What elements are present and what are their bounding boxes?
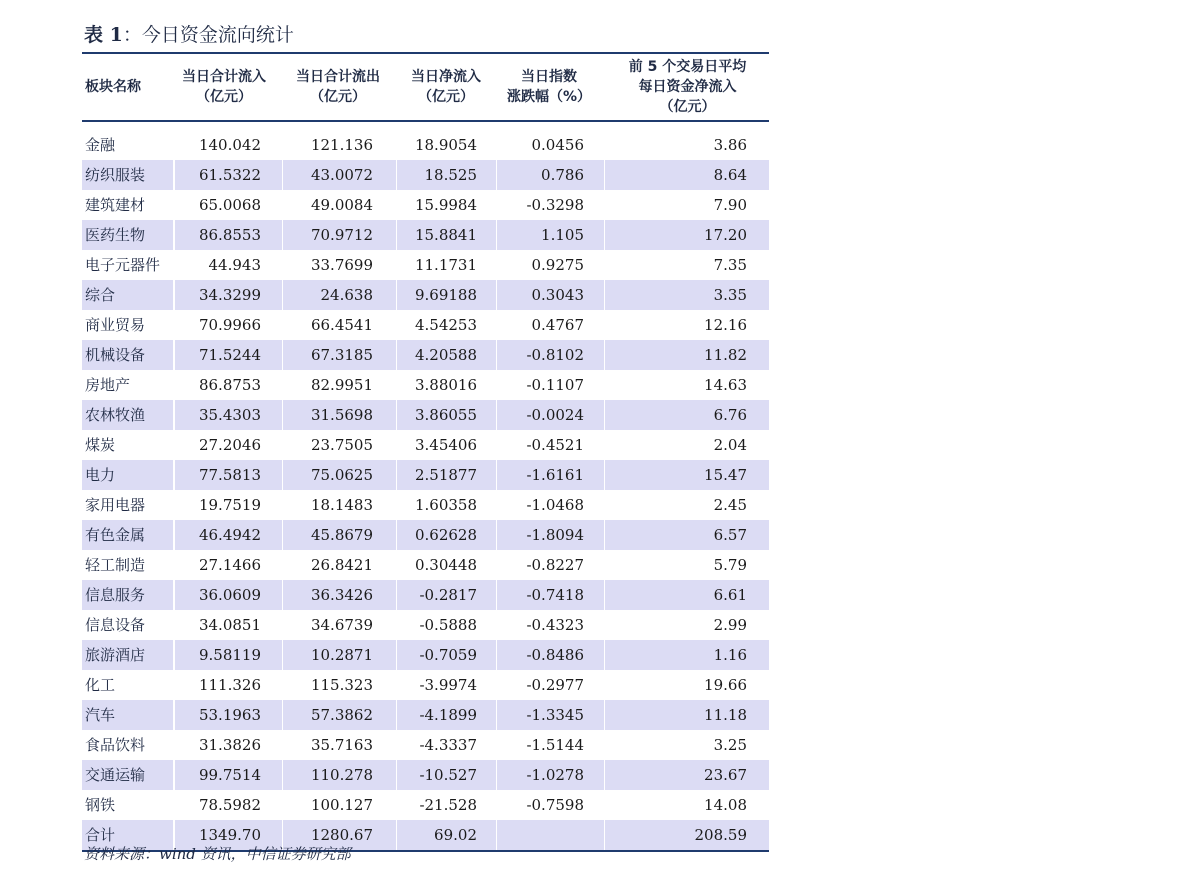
cell-col-6: 17.20 [704,226,747,244]
cell-col-4: 18.9054 [414,136,477,154]
cell-col-3: 18.1483 [310,496,373,514]
sector-name: 医药生物 [85,226,146,244]
cell-col-4: -4.3337 [419,736,477,754]
table-body [82,130,769,850]
table-row [82,220,769,250]
table-row [82,250,769,280]
cell-col-3: 35.7163 [310,736,373,754]
cell-col-2: 31.3826 [198,736,261,754]
cell-col-3: 121.136 [310,136,373,154]
sector-name: 食品饮料 [85,736,146,754]
cell-col-6: 2.99 [713,616,747,634]
cell-col-3: 67.3185 [310,346,373,364]
cell-col-3: 49.0084 [310,196,373,214]
table-row [82,370,769,400]
cell-col-5: 1.105 [541,226,584,244]
cell-col-6: 2.04 [713,436,747,454]
sector-name: 农林牧渔 [85,406,146,424]
table-row [82,550,769,580]
cell-col-6: 11.82 [704,346,747,364]
cell-col-4: 0.62628 [414,526,477,544]
cell-col-2: 86.8753 [198,376,261,394]
cell-col-6: 19.66 [704,676,747,694]
cell-col-6: 7.90 [713,196,747,214]
cell-col-2: 70.9966 [198,316,261,334]
cell-col-4: -3.9974 [419,676,477,694]
table-row [82,340,769,370]
sector-name: 家用电器 [85,496,146,514]
cell-col-3: 36.3426 [310,586,373,604]
cell-col-6: 208.59 [694,826,747,844]
table-row [82,610,769,640]
sector-name: 汽车 [85,706,116,724]
sector-name: 钢铁 [85,796,116,814]
cell-col-6: 3.35 [713,286,747,304]
cell-col-3: 33.7699 [310,256,373,274]
cell-col-4: 2.51877 [414,466,477,484]
sector-name: 建筑建材 [85,196,146,214]
cell-col-6: 2.45 [713,496,747,514]
cell-col-2: 9.58119 [198,646,261,664]
cell-col-2: 44.943 [208,256,261,274]
cell-col-5: -0.7418 [526,586,584,604]
table-row [82,520,769,550]
table-number: 表 1 [84,24,123,46]
cell-col-6: 8.64 [713,166,747,184]
cell-col-2: 36.0609 [198,586,261,604]
cell-col-2: 99.7514 [198,766,261,784]
column-header-1: 板块名称 [85,79,141,95]
table-row [82,280,769,310]
table-row [82,580,769,610]
cell-col-6: 12.16 [704,316,747,334]
cell-col-5: -0.7598 [526,796,584,814]
cell-col-6: 6.61 [713,586,747,604]
cell-col-2: 111.326 [198,676,261,694]
cell-col-4: 11.1731 [414,256,477,274]
cell-col-5: 0.0456 [531,136,584,154]
cell-col-4: 69.02 [434,826,477,844]
cell-col-3: 100.127 [310,796,373,814]
cell-col-2: 65.0068 [198,196,261,214]
cell-col-2: 1349.70 [198,826,261,844]
sector-name: 化工 [85,676,116,694]
cell-col-5: 0.3043 [531,286,584,304]
cell-col-2: 35.4303 [198,406,261,424]
cell-col-5: -1.8094 [526,526,584,544]
cell-col-4: 4.54253 [414,316,477,334]
cell-col-6: 23.67 [704,766,747,784]
cell-col-3: 23.7505 [310,436,373,454]
table-row [82,670,769,700]
cell-col-5: -0.4521 [526,436,584,454]
cell-col-3: 82.9951 [310,376,373,394]
table-header [82,54,769,120]
cell-col-4: 3.45406 [414,436,477,454]
cell-col-2: 46.4942 [198,526,261,544]
cell-col-4: 0.30448 [414,556,477,574]
cell-col-6: 6.57 [713,526,747,544]
cell-col-5: -1.0278 [526,766,584,784]
cell-col-6: 14.63 [704,376,747,394]
cell-col-5: -0.8227 [526,556,584,574]
cell-col-4: -0.7059 [419,646,477,664]
cell-col-3: 34.6739 [310,616,373,634]
cell-col-5: -0.8102 [526,346,584,364]
cell-col-4: 15.9984 [414,196,477,214]
table-row [82,490,769,520]
sector-name: 机械设备 [85,346,146,364]
cell-col-5: 0.9275 [531,256,584,274]
cell-col-2: 34.0851 [198,616,261,634]
table-row [82,400,769,430]
table-row [82,760,769,790]
sector-name: 金融 [85,136,116,154]
cell-col-2: 77.5813 [198,466,261,484]
cell-col-5: -1.6161 [526,466,584,484]
cell-col-5: 0.786 [541,166,584,184]
table-row [82,130,769,160]
sector-name: 信息设备 [85,616,146,634]
cell-col-3: 31.5698 [310,406,373,424]
table-row [82,640,769,670]
cell-col-4: 15.8841 [414,226,477,244]
cell-col-5: -0.8486 [526,646,584,664]
cell-col-5: -0.1107 [526,376,584,394]
cell-col-3: 70.9712 [310,226,373,244]
table-title-text: 今日资金流向统计 [141,24,294,46]
sector-name: 合计 [85,826,116,844]
cell-col-6: 7.35 [713,256,747,274]
cell-col-4: -21.528 [419,796,477,814]
sector-name: 纺织服装 [85,166,146,184]
sector-name: 轻工制造 [85,556,146,574]
cell-col-3: 1280.67 [310,826,373,844]
table-row [82,160,769,190]
column-header-3: 当日合计流出 （亿元） [296,69,380,105]
cell-col-2: 34.3299 [198,286,261,304]
cell-col-5: -1.3345 [526,706,584,724]
cell-col-5: -1.5144 [526,736,584,754]
table-row [82,730,769,760]
cell-col-3: 26.8421 [310,556,373,574]
cell-col-6: 3.25 [713,736,747,754]
cell-col-6: 6.76 [713,406,747,424]
cell-col-3: 66.4541 [310,316,373,334]
sector-name: 有色金属 [85,526,146,544]
cell-col-4: 4.20588 [414,346,477,364]
cell-col-2: 140.042 [198,136,261,154]
cell-col-6: 5.79 [713,556,747,574]
cell-col-2: 53.1963 [198,706,261,724]
cell-col-2: 78.5982 [198,796,261,814]
table-row [82,790,769,820]
cell-col-5: -0.4323 [526,616,584,634]
sector-name: 商业贸易 [85,316,146,334]
cell-col-4: -0.5888 [419,616,477,634]
cell-col-2: 27.1466 [198,556,261,574]
table-row [82,460,769,490]
cell-col-6: 15.47 [704,466,747,484]
cell-col-2: 27.2046 [198,436,261,454]
cell-col-4: -10.527 [419,766,477,784]
sector-name: 综合 [85,286,116,304]
column-header-5: 当日指数 涨跌幅（%） [506,69,592,105]
cell-col-4: 1.60358 [414,496,477,514]
cell-col-3: 110.278 [310,766,373,784]
table-title-separator: ： [122,24,142,46]
cell-col-3: 43.0072 [310,166,373,184]
column-header-2: 当日合计流入 （亿元） [182,69,266,105]
sector-name: 交通运输 [85,766,146,784]
sector-name: 房地产 [85,376,131,394]
cell-col-2: 71.5244 [198,346,261,364]
cell-col-2: 61.5322 [198,166,261,184]
table-title [84,22,294,48]
sector-name: 旅游酒店 [85,646,146,664]
table-row [82,190,769,220]
cell-col-3: 45.8679 [310,526,373,544]
column-header-4: 当日净流入 （亿元） [411,69,481,105]
cell-col-5: -0.3298 [526,196,584,214]
sector-name: 煤炭 [85,436,116,454]
cell-col-5: 0.4767 [531,316,584,334]
cell-col-4: 3.88016 [414,376,477,394]
sector-name: 电子元器件 [85,256,161,274]
cell-col-2: 19.7519 [198,496,261,514]
cell-col-5: -0.2977 [526,676,584,694]
cell-col-3: 24.638 [320,286,373,304]
table-row [82,310,769,340]
cell-col-3: 115.323 [310,676,373,694]
table-row [82,700,769,730]
cell-col-4: -4.1899 [419,706,477,724]
cell-col-6: 14.08 [704,796,747,814]
cell-col-4: -0.2817 [419,586,477,604]
sector-name: 信息服务 [85,586,146,604]
sector-name: 电力 [85,466,116,484]
cell-col-6: 11.18 [704,706,747,724]
column-header-6: 前 5 个交易日平均 每日资金净流入 （亿元） [628,59,747,115]
cell-col-4: 9.69188 [414,286,477,304]
cell-col-2: 86.8553 [198,226,261,244]
cell-col-6: 1.16 [713,646,747,664]
cell-col-3: 75.0625 [310,466,373,484]
fund-flow-table [82,52,769,852]
cell-col-4: 18.525 [424,166,477,184]
source-note: 资料来源：wind 资讯，中信证券研究部 [84,845,351,863]
table-row [82,430,769,460]
cell-col-5: -1.0468 [526,496,584,514]
cell-col-4: 3.86055 [414,406,477,424]
cell-col-3: 57.3862 [310,706,373,724]
cell-col-5: -0.0024 [526,406,584,424]
cell-col-3: 10.2871 [310,646,373,664]
cell-col-6: 3.86 [713,136,747,154]
